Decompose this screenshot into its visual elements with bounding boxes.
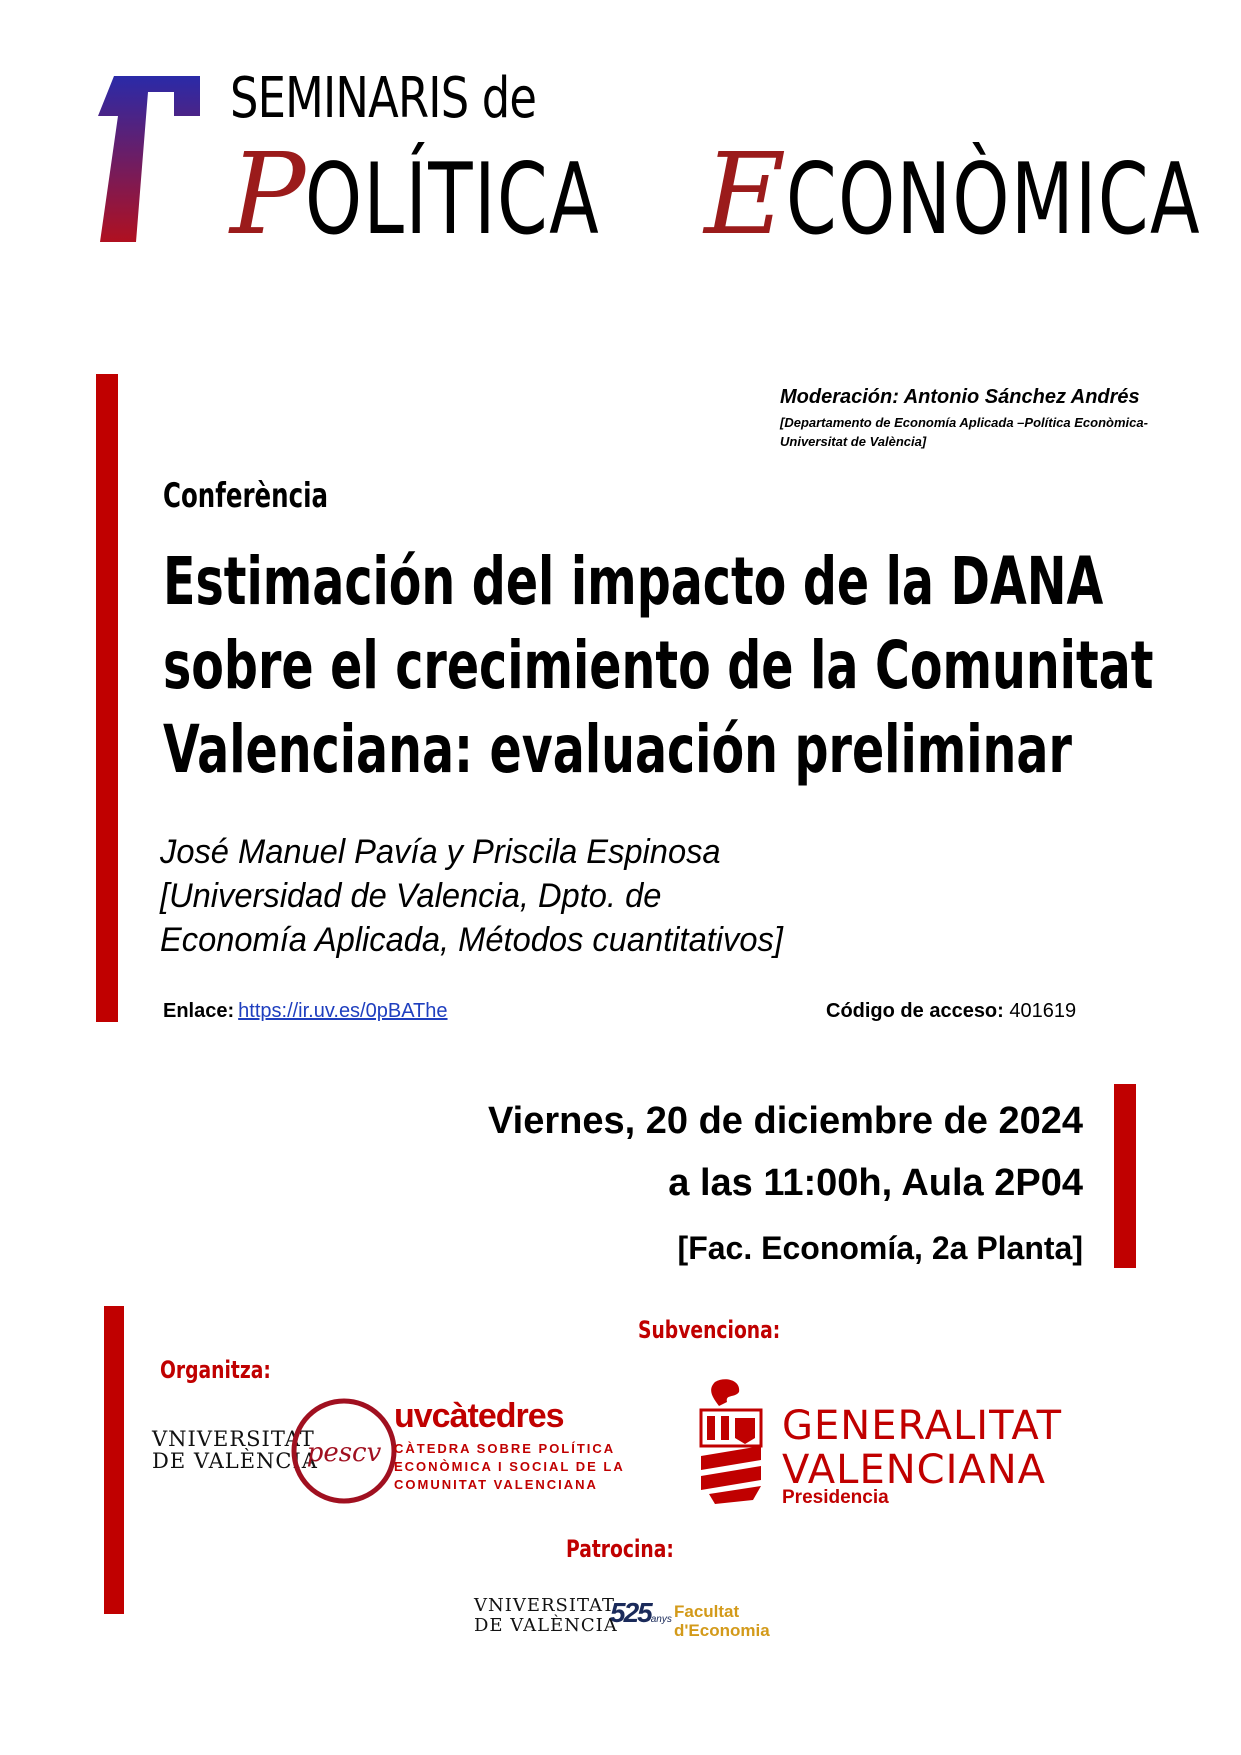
patrocina-label: Patrocina: — [566, 1535, 674, 1563]
header-title-line1: SEMINARIS de — [230, 66, 537, 131]
title-line: Estimación del impacto de la DANA — [163, 543, 1104, 620]
moderator-dept-line2: Universitat de València] — [780, 434, 927, 449]
header-initial-p: P — [230, 130, 306, 260]
moderator-dept-line1: [Departamento de Economía Aplicada –Política Econòmica- — [780, 415, 1148, 430]
event-datetime — [488, 1090, 1083, 1214]
uvcatedres-sub-line: COMUNITAT VALENCIANA — [394, 1477, 598, 1492]
facultat-line1: Facultat — [674, 1602, 740, 1621]
accent-bar-main — [96, 374, 118, 1022]
anniversary-number: 525 — [610, 1597, 651, 1628]
moderator-dept — [780, 413, 1180, 451]
facultat-line2: d'Economia — [674, 1621, 770, 1640]
moderation-block — [780, 386, 1180, 451]
generalitat-logo — [782, 1404, 1062, 1492]
access-code-label: Código de acceso: — [826, 1000, 1004, 1022]
event-place: [Fac. Economía, 2a Planta] — [677, 1230, 1083, 1266]
meeting-link[interactable]: https://ir.uv.es/0pBAThe — [238, 1000, 448, 1022]
uv-logo-line2: DE VALÈNCIA — [152, 1449, 318, 1473]
generalitat-shield-icon — [695, 1376, 767, 1506]
access-code-row — [826, 1000, 1076, 1023]
header-title-line2 — [230, 130, 1241, 260]
author-line: [Universidad de Valencia, Dpto. de — [160, 877, 662, 915]
conference-label: Conferència — [163, 476, 328, 516]
pescv-text: pescv — [306, 1438, 382, 1468]
moderator-name: Moderación: Antonio Sánchez Andrés — [780, 386, 1140, 408]
link-label: Enlace: — [163, 1000, 235, 1022]
anniversary-sub: anys — [650, 1614, 672, 1625]
uv-bottom-line2: DE VALÈNCIA — [474, 1615, 618, 1636]
uvcatedres-logo — [394, 1397, 625, 1494]
facultat-logo — [674, 1602, 770, 1640]
uvcatedres-subtitle — [394, 1440, 625, 1494]
uvcatedres-sub-line: ECONÒMICA I SOCIAL DE LA — [394, 1459, 625, 1474]
accent-bar-date — [1114, 1084, 1136, 1268]
authors-block — [160, 830, 783, 962]
accent-bar-sponsors — [104, 1306, 124, 1614]
author-line: Economía Aplicada, Métodos cuantitativos] — [160, 921, 783, 959]
event-date: Viernes, 20 de diciembre de 2024 — [488, 1100, 1083, 1142]
generalitat-line1: GENERALITAT — [782, 1403, 1063, 1449]
uv-logo-line1: VNIVERSITAT — [152, 1427, 315, 1451]
uvcatedres-title: uvcàtedres — [394, 1397, 564, 1435]
header-initial-e: E — [704, 130, 786, 260]
access-code-value: 401619 — [1009, 1000, 1077, 1022]
title-line: sobre el crecimiento de la Comunitat — [163, 627, 1154, 704]
seminaris-logo-icon — [96, 72, 206, 247]
header-word-politica: OLÍTICA — [305, 143, 601, 257]
header-word-economica: CONÒMICA — [786, 143, 1202, 257]
subvenciona-label: Subvenciona: — [638, 1316, 781, 1344]
generalitat-presidencia: Presidencia — [782, 1487, 889, 1508]
event-time-room: a las 11:00h, Aula 2P04 — [668, 1162, 1083, 1204]
generalitat-line2: VALENCIANA — [782, 1447, 1047, 1493]
uv-bottom-line1: VNIVERSITAT — [474, 1595, 616, 1616]
author-line: José Manuel Pavía y Priscila Espinosa — [160, 833, 721, 871]
conference-title — [163, 540, 1171, 792]
pescv-logo-icon — [288, 1395, 400, 1507]
link-row — [163, 1000, 448, 1023]
uvcatedres-sub-line: CÀTEDRA SOBRE POLÍTICA — [394, 1441, 616, 1456]
anniversary-logo — [610, 1597, 672, 1629]
uv-logo-bottom — [474, 1596, 618, 1636]
title-line: Valenciana: evaluación preliminar — [163, 711, 1072, 788]
organitza-label: Organitza: — [160, 1356, 271, 1384]
